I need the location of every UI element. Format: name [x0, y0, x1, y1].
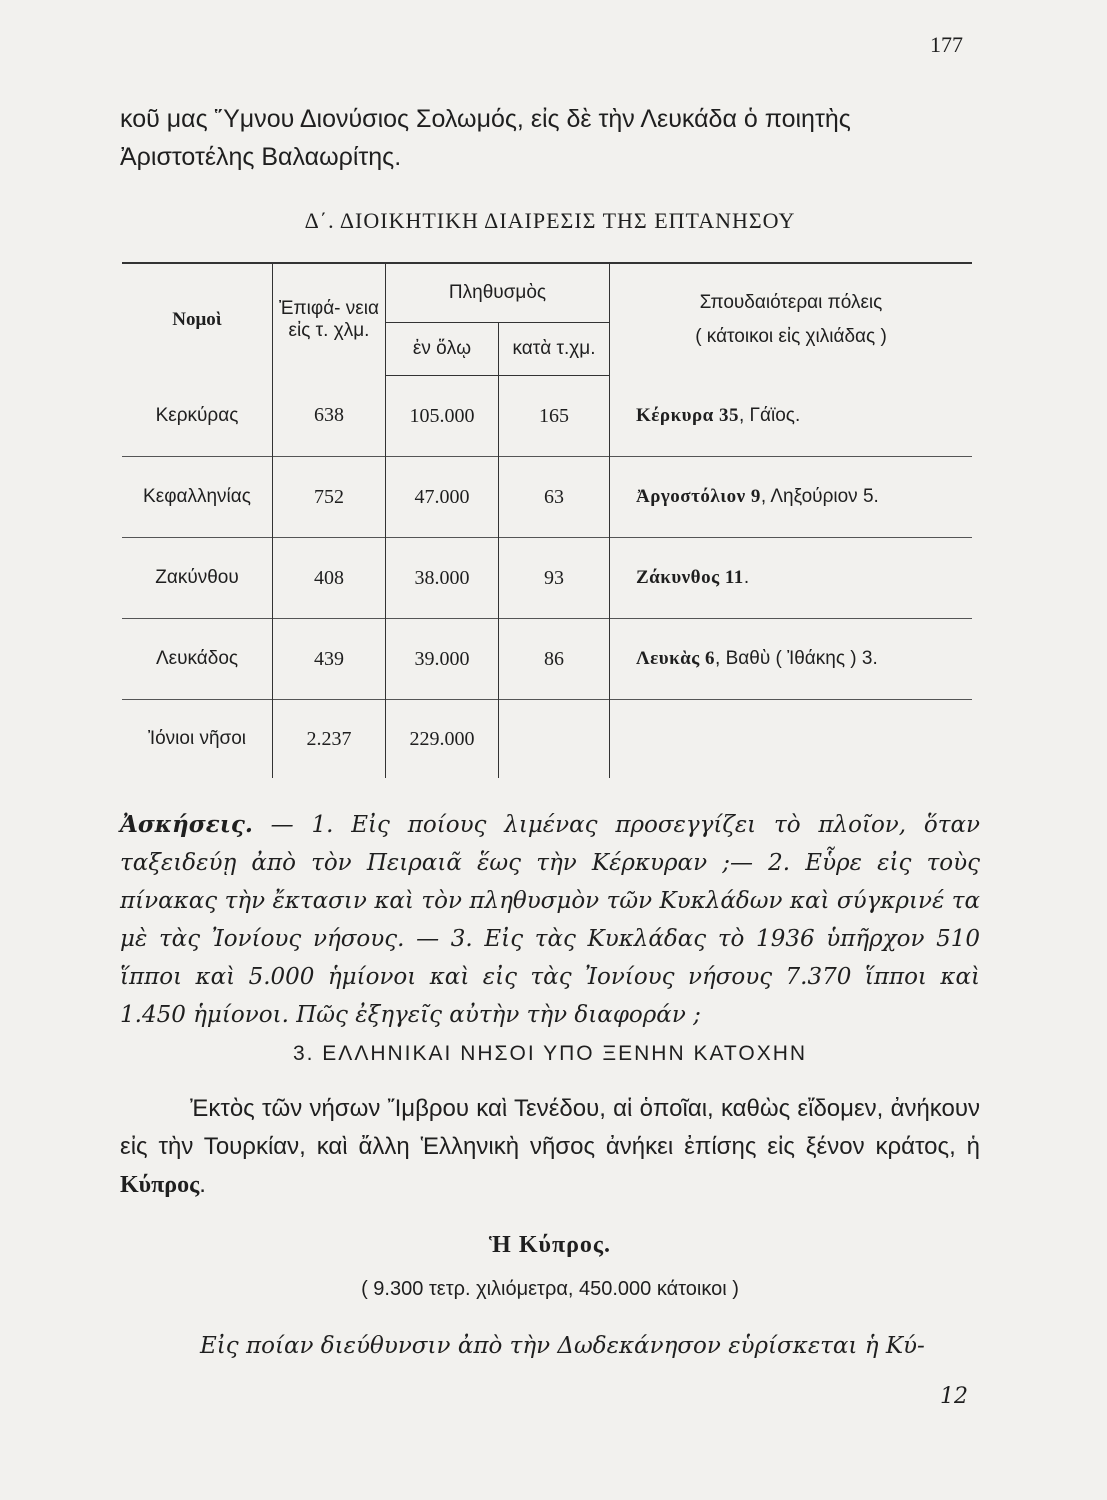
cell-cities: [610, 619, 973, 700]
cell-area: 2.237: [273, 700, 386, 779]
cell-cities: [610, 538, 973, 619]
table-row: [122, 376, 972, 457]
table-row: [122, 700, 972, 779]
header-poleis-line1: Σπουδαιότεραι πόλεις: [699, 291, 883, 313]
heading-foreign-islands: 3. ΕΛΛΗΝΙΚΑΙ ΝΗΣΟΙ ΥΠΟ ΞΕΝΗΝ ΚΑΤΟΧΗΝ: [292, 1042, 808, 1065]
exercise-lead: Ἀσκήσεις.: [120, 811, 253, 838]
cell-nomos: Κερκύρας: [155, 404, 239, 426]
cyprus-stats: ( 9.300 τετρ. χιλιόμετρα, 450.000 κάτοικοι ): [361, 1278, 739, 1300]
city-rest: , Ληξούριον 5.: [760, 486, 879, 507]
paragraph-bold: Κύπρος: [120, 1172, 200, 1198]
cell-nomos: Ἰόνιοι νῆσοι: [122, 700, 273, 779]
intro-line-2: Ἀριστοτέλης Βαλαωρίτης.: [120, 143, 402, 171]
header-plithysmos: Πληθυσμὸς: [386, 263, 610, 323]
cell-density: 63: [499, 457, 610, 538]
paragraph-text: Ἐκτὸς τῶν νήσων Ἴμβρου καὶ Τενέδου, αἱ ὁποῖαι, καθὼς εἴδομεν, ἀνήκουν εἰς τὴν Τουρκίαν, καὶ ἄλλη Ἑλληνικὴ νῆσος ἀνήκει ἐπίσης εἰς ξένον κράτος, ἡ: [120, 1095, 980, 1160]
table-row: [122, 619, 972, 700]
header-epifaneia-text: Ἐπιφά- νεια εἰς τ. χλμ.: [279, 297, 379, 341]
printer-signature: 12: [940, 1384, 968, 1409]
cell-nomos: Λευκάδος: [122, 619, 273, 700]
table-body: [122, 376, 972, 779]
cell-cities: [610, 457, 973, 538]
exercises: [120, 806, 980, 1034]
city-main: Ἀργοστόλιον 9: [636, 486, 761, 507]
heading-cyprus: Ἡ Κύπρος.: [488, 1232, 612, 1258]
cell-density: 165: [499, 376, 610, 457]
cell-population: 38.000: [386, 538, 499, 619]
cell-cities: [610, 376, 973, 457]
table-row: [122, 538, 972, 619]
city-main: Ζάκυνθος 11: [636, 567, 744, 588]
header-poleis: [610, 263, 973, 376]
cell-density: 86: [499, 619, 610, 700]
city-rest: , Βαθὺ ( Ἰθάκης ) 3.: [715, 648, 878, 669]
header-nomoi: Νομοὶ: [122, 263, 273, 376]
cell-area: 408: [273, 538, 386, 619]
city-rest: , Γάϊος.: [739, 404, 801, 426]
exercise-text: — 1. Εἰς ποίους λιμένας προσεγγίζει τὸ πλοῖον, ὅταν ταξειδεύῃ ἀπὸ τὸν Πειραιᾶ ἕως τὴν Κέρκυραν ;— 2. Εὗρε εἰς τοὺς πίνακας τὴν ἔκτασιν καὶ τὸν πληθυσμὸν τῶν Κυκλάδων καὶ σύγκρινέ τα μὲ τὰς Ἰονίους νήσους. — 3. Εἰς τὰς Κυκλάδας τὸ 1936 ὑπῆρχον 510 ἵπποι καὶ 5.000 ἡμίονοι καὶ εἰς τὰς Ἰονίους νήσους 7.370 ἵπποι καὶ 1.450 ἡμίονοι. Πῶς ἐξηγεῖς αὐτὴν τὴν διαφοράν ;: [120, 812, 980, 1028]
cell-area: 752: [273, 457, 386, 538]
cell-nomos: Ζακύνθου: [122, 538, 273, 619]
header-kata-km: κατὰ τ.χμ.: [499, 323, 610, 376]
intro-line-1: κοῦ μας Ὕμνου Διονύσιος Σολωμός, εἰς δὲ τὴν Λευκάδα ὁ ποιητὴς: [120, 105, 851, 133]
city-main: Λευκὰς 6: [636, 648, 716, 669]
administrative-table: [122, 262, 972, 778]
paragraph-end: .: [199, 1171, 206, 1198]
header-poleis-line2: ( κάτοικοι εἰς χιλιάδας ): [695, 325, 887, 347]
intro-text: [120, 100, 980, 176]
cell-nomos: Κεφαλληνίας: [122, 457, 273, 538]
cell-population: 47.000: [386, 457, 499, 538]
city-rest: .: [743, 567, 750, 588]
city-main: Κέρκυρα 35: [636, 404, 739, 426]
cell-population: 105.000: [386, 376, 499, 457]
question-text: Εἰς ποίαν διεύθυνσιν ἀπὸ τὴν Δωδεκάνησον εὑρίσκεται ἡ Κύ-: [200, 1333, 925, 1359]
paragraph-cyprus: [120, 1090, 980, 1204]
cell-area: 638: [273, 376, 386, 457]
table-row: [122, 457, 972, 538]
header-epifaneia: [273, 263, 386, 376]
page-number: 177: [930, 32, 963, 57]
section-title: Δ΄. ΔΙΟΙΚΗΤΙΚΗ ΔΙΑΙΡΕΣΙΣ ΤΗΣ ΕΠΤΑΝΗΣΟΥ: [304, 208, 796, 233]
cell-population: 39.000: [386, 619, 499, 700]
header-en-olo: ἐν ὅλῳ: [386, 323, 499, 376]
cell-cities: [610, 700, 973, 779]
cell-density: [499, 700, 610, 779]
cell-density: 93: [499, 538, 610, 619]
cell-area: 439: [273, 619, 386, 700]
cell-population: 229.000: [386, 700, 499, 779]
